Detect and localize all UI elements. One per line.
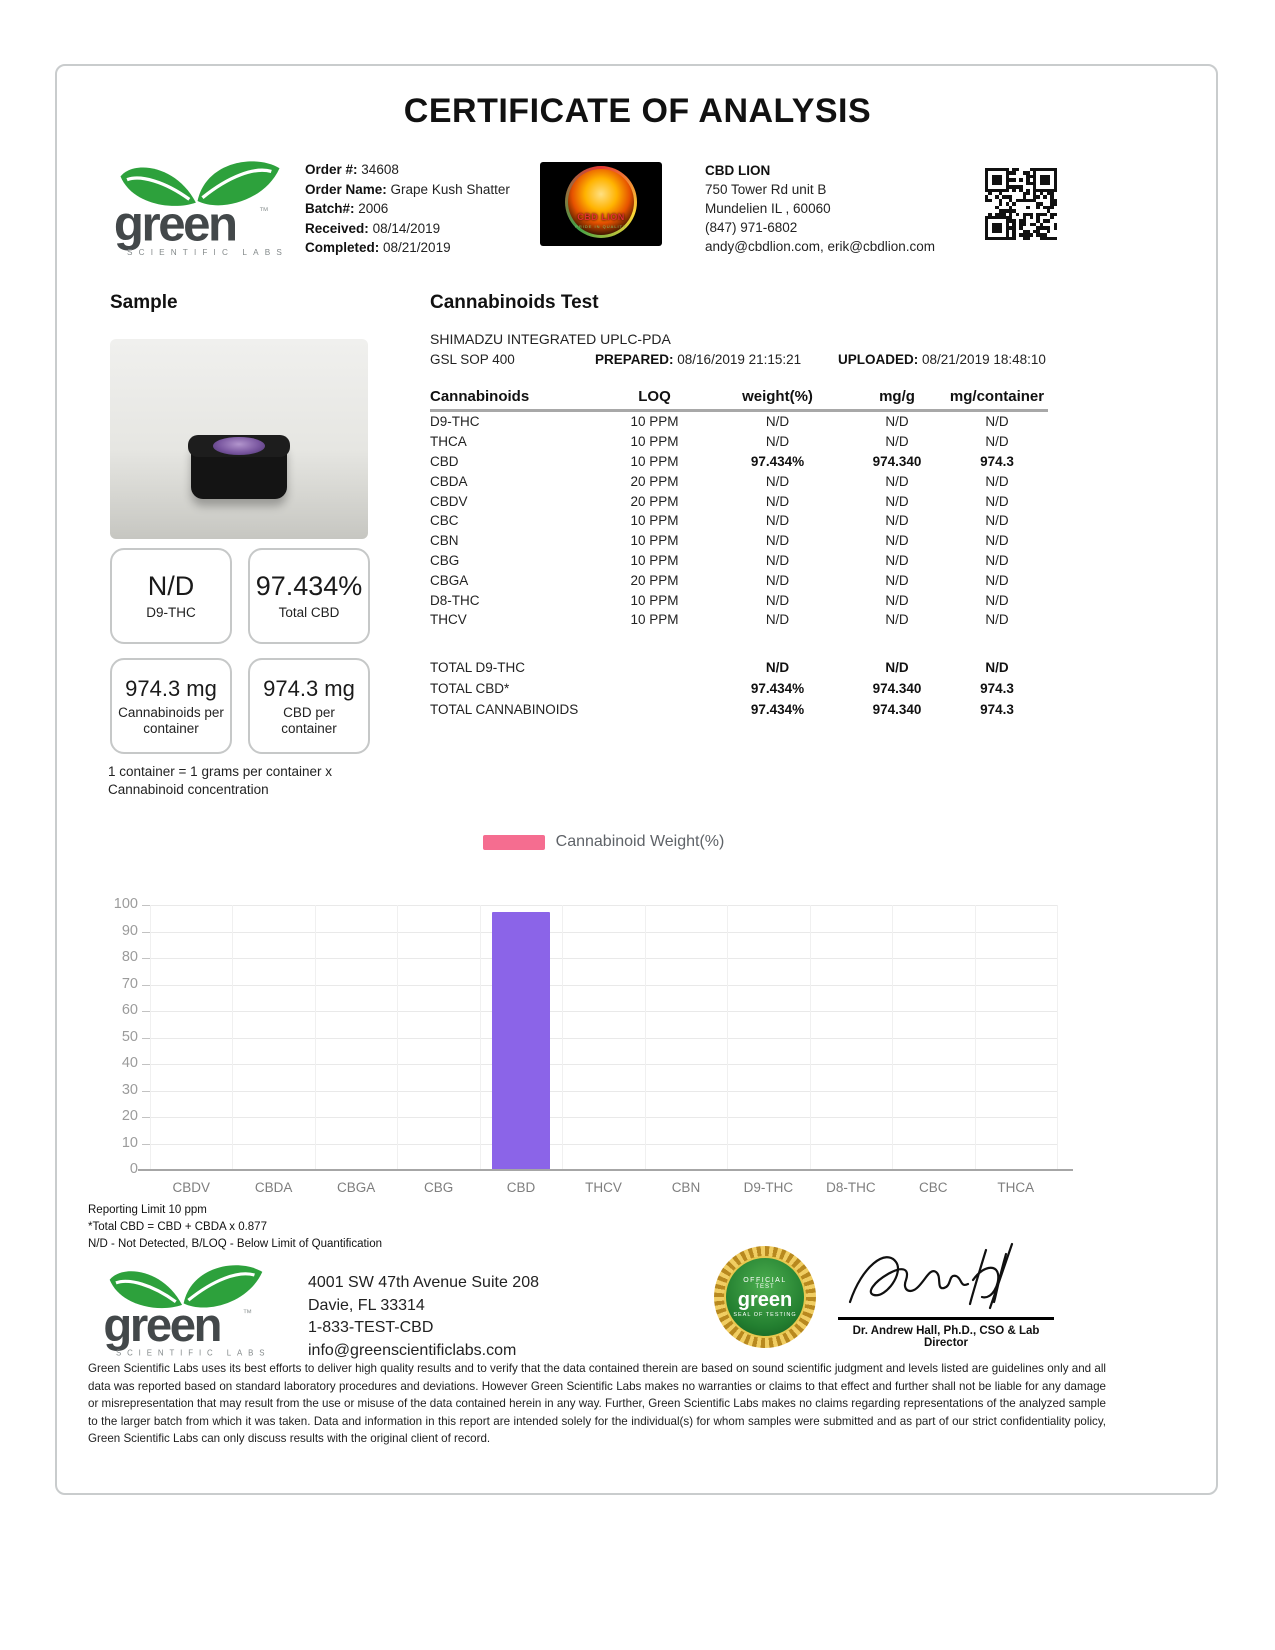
result-card-label: Cannabinoids per container	[118, 704, 224, 736]
cell-loq: 20 PPM	[630, 572, 679, 588]
cell-cannabinoid: TOTAL CBD*	[430, 680, 510, 696]
client-address2: Mundelien IL , 60060	[705, 201, 831, 216]
cell-mgcontainer: N/D	[985, 572, 1009, 588]
table-gap	[430, 630, 1048, 657]
sample-jar-label	[213, 437, 265, 455]
uploaded-timestamp	[838, 352, 1046, 367]
y-axis-tick	[142, 1038, 150, 1039]
table-row	[430, 610, 1048, 630]
cell-mgg: N/D	[885, 493, 909, 509]
sample-photo	[110, 339, 368, 539]
cell-mgcontainer: N/D	[985, 513, 1009, 529]
y-axis-tick	[142, 958, 150, 959]
cell-cannabinoid: CBDA	[430, 473, 468, 489]
cell-mgg: 974.340	[872, 701, 922, 717]
result-card	[248, 658, 370, 754]
table-header-row	[430, 388, 1048, 412]
table-row	[430, 570, 1048, 590]
y-axis-label: 90	[121, 922, 138, 939]
seal-text-bottom: SEAL OF TESTING	[733, 1311, 797, 1318]
chart-gridline-vertical	[480, 905, 481, 1170]
cell-loq: 10 PPM	[630, 592, 679, 608]
lab-address-block	[308, 1272, 539, 1362]
table-row	[430, 491, 1048, 511]
container-note: 1 container = 1 grams per container x Cannabinoid concentration	[108, 764, 332, 797]
x-axis-label: THCV	[585, 1180, 622, 1195]
green-scientific-labs-footer-logo	[96, 1264, 276, 1360]
cell-weight: N/D	[765, 493, 790, 509]
cannabinoids-test-heading: Cannabinoids Test	[430, 292, 599, 313]
chart-gridline	[150, 1117, 1057, 1118]
cell-weight: N/D	[765, 533, 790, 549]
cell-mgcontainer: 974.3	[980, 701, 1014, 717]
cell-cannabinoid: D9-THC	[430, 414, 480, 430]
y-axis-label: 30	[121, 1081, 138, 1098]
result-card	[248, 548, 370, 644]
chart-gridline	[150, 905, 1057, 906]
client-name: CBD LION	[705, 163, 771, 178]
client-address1: 750 Tower Rd unit B	[705, 182, 827, 197]
batch-number	[305, 199, 535, 219]
cell-loq: 10 PPM	[630, 513, 679, 529]
cell-cannabinoid: THCV	[430, 612, 467, 628]
cell-mgg: 974.340	[872, 453, 922, 469]
client-emails: andy@cbdlion.com, erik@cbdlion.com	[705, 239, 936, 254]
y-axis-tick	[142, 1091, 150, 1092]
cell-mgg: N/D	[885, 572, 909, 588]
cell-mgg: N/D	[885, 533, 909, 549]
footnote-line: N/D - Not Detected, B/LOQ - Below Limit of Quantification	[88, 1238, 383, 1250]
footnote-line: Reporting Limit 10 ppm	[88, 1204, 207, 1216]
seal-text-official: OFFICIAL	[743, 1276, 787, 1284]
cell-weight: N/D	[765, 434, 790, 450]
chart-gridline-vertical	[1057, 905, 1058, 1170]
sample-jar-image	[191, 441, 287, 499]
cell-loq: 10 PPM	[630, 612, 679, 628]
bar-chart-plot	[113, 896, 1057, 1177]
cell-cannabinoid: CBGA	[430, 572, 469, 588]
qr-code	[985, 168, 1057, 240]
cell-mgg: N/D	[885, 434, 909, 450]
chart-gridline	[150, 1144, 1057, 1145]
table-total-row	[430, 678, 1048, 699]
column-header-mgcontainer: mg/container	[949, 388, 1045, 405]
order-name-value: Grape Kush Shatter	[390, 181, 510, 197]
green-scientific-labs-logo	[105, 160, 295, 260]
cell-weight: 97.434%	[750, 701, 805, 717]
x-axis-label: CBDA	[254, 1180, 293, 1195]
chart-x-axis-labels	[150, 1180, 1057, 1195]
cell-weight: N/D	[765, 572, 790, 588]
result-card-label: CBD per container	[281, 704, 337, 736]
cell-cannabinoid: D8-THC	[430, 592, 480, 608]
cell-cannabinoid: CBC	[430, 513, 459, 529]
cell-weight: N/D	[765, 592, 790, 608]
chart-gridline-vertical	[645, 905, 646, 1170]
y-axis-tick	[142, 1064, 150, 1065]
page-title: CERTIFICATE OF ANALYSIS	[403, 92, 872, 130]
x-axis-label: CBC	[919, 1180, 948, 1195]
y-axis-tick	[142, 932, 150, 933]
cell-mgg: N/D	[885, 592, 909, 608]
table-row	[430, 452, 1048, 472]
cell-mgcontainer: 974.3	[980, 680, 1014, 696]
brand-name: green	[103, 1299, 221, 1353]
chart-gridline	[150, 985, 1057, 986]
seal-center	[724, 1256, 806, 1338]
cell-weight: N/D	[765, 414, 790, 430]
cell-cannabinoid: CBDV	[430, 493, 468, 509]
address-line: 4001 SW 47th Avenue Suite 208	[308, 1274, 539, 1291]
cell-weight: 97.434%	[750, 680, 805, 696]
footnotes	[88, 1202, 568, 1253]
x-axis-label: D8-THC	[826, 1180, 876, 1195]
column-header-weight: weight(%)	[742, 388, 813, 405]
cell-loq: 20 PPM	[630, 473, 679, 489]
uploaded-value: 08/21/2019 18:48:10	[922, 352, 1046, 367]
trademark-symbol: ™	[242, 1307, 253, 1319]
result-card-label: Total CBD	[278, 605, 340, 620]
y-axis-tick	[142, 1117, 150, 1118]
cell-cannabinoid: CBD	[430, 453, 459, 469]
cell-mgcontainer: N/D	[985, 552, 1009, 568]
qr-module	[1054, 237, 1057, 240]
table-row	[430, 551, 1048, 571]
signature-block	[838, 1238, 1054, 1349]
cell-cannabinoid: THCA	[430, 434, 467, 450]
disclaimer-text: Green Scientific Labs uses its best efforts to deliver high quality results and to verify that the data contained therein are based on sound scientific judgment and levels listed are guidelines only and all data was reported based on standard laboratory procedures and deviations. However Green Scientific Labs makes no warranties or claims to that effect and further shall not be liable for any damage or misrepresentation that may result from the use or misuse of the data contained herein in any way. Further, Green Scientific Labs makes no claims regarding representations of the analyzed sample to the larger batch from which it was taken. Data and information in this report are intended solely for the individual(s) for whom samples were submitted and as part of our strict confidentiality policy, Green Scientific Labs can only discuss results with the original client of record.	[88, 1362, 1106, 1446]
table-total-row	[430, 699, 1048, 720]
received-label: Received:	[305, 220, 369, 236]
table-body	[430, 412, 1048, 720]
cell-loq: 10 PPM	[630, 414, 679, 430]
result-cards	[110, 548, 372, 754]
lion-logo-tagline: PRIDE IN QUALITY	[575, 224, 627, 229]
result-card	[110, 548, 232, 644]
y-axis-label: 40	[121, 1055, 138, 1071]
received-date	[305, 219, 535, 239]
cell-cannabinoid: TOTAL CANNABINOIDS	[430, 701, 579, 717]
cannabinoids-table	[430, 388, 1048, 720]
cell-mgg: N/D	[885, 552, 909, 568]
result-card-value: 97.434%	[255, 571, 363, 601]
cell-loq: 10 PPM	[630, 434, 679, 450]
brand-tagline: SCIENTIFIC LABS	[115, 1348, 271, 1358]
table-row	[430, 531, 1048, 551]
batch-value: 2006	[358, 201, 389, 216]
prepared-value: 08/16/2019 21:15:21	[677, 352, 802, 367]
y-axis-label: 100	[113, 896, 138, 912]
column-header-cannabinoids: Cannabinoids	[430, 388, 530, 405]
cell-cannabinoid: TOTAL D9-THC	[430, 659, 526, 675]
seal-brand: green	[737, 1288, 793, 1311]
chart-gridline-vertical	[562, 905, 563, 1170]
brand-tagline: SCIENTIFIC LABS	[127, 248, 288, 258]
chart-gridline	[150, 932, 1057, 933]
x-axis-label: CBD	[506, 1180, 536, 1195]
table-total-row	[430, 657, 1048, 678]
cell-mgcontainer: N/D	[985, 659, 1009, 675]
x-axis-label: CBN	[671, 1180, 701, 1195]
y-axis-label: 70	[121, 975, 138, 992]
trademark-symbol: ™	[259, 206, 269, 218]
batch-label: Batch#:	[305, 201, 355, 216]
chart-gridline	[150, 1064, 1057, 1065]
column-header-loq: LOQ	[638, 388, 671, 405]
chart-gridline	[150, 1091, 1057, 1092]
table-row	[430, 412, 1048, 432]
cell-cannabinoid: CBN	[430, 533, 459, 549]
signature-scribble	[840, 1238, 1052, 1320]
order-name-label: Order Name:	[305, 181, 387, 197]
completed-label: Completed:	[305, 240, 380, 255]
order-number-value: 34608	[361, 162, 399, 177]
cell-loq: 10 PPM	[630, 552, 679, 568]
cell-weight: N/D	[765, 612, 790, 628]
cell-mgcontainer: N/D	[985, 533, 1009, 549]
prepared-timestamp	[595, 352, 801, 367]
chart-gridline	[150, 958, 1057, 959]
x-axis-label: CBG	[423, 1180, 454, 1195]
cell-cannabinoid: CBG	[430, 552, 460, 568]
seal-text-test: TEST	[755, 1283, 775, 1290]
y-axis-tick	[142, 905, 150, 906]
cell-weight: N/D	[765, 659, 790, 675]
received-value: 08/14/2019	[372, 220, 441, 236]
prepared-label: PREPARED:	[595, 352, 674, 367]
cell-weight: 97.434%	[750, 453, 805, 469]
cell-loq: 10 PPM	[630, 453, 679, 469]
chart-gridline	[150, 1038, 1057, 1039]
lion-logo-text: CBD LION	[577, 212, 625, 222]
cbd-lion-logo	[540, 162, 662, 246]
y-axis-tick	[142, 1144, 150, 1145]
cell-loq: 20 PPM	[630, 493, 679, 509]
chart-gridline-vertical	[892, 905, 893, 1170]
x-axis-label: D9-THC	[743, 1180, 794, 1195]
x-axis-label: CBDV	[172, 1180, 210, 1195]
chart-gridline	[150, 1011, 1057, 1012]
y-axis-label: 80	[121, 949, 138, 965]
cell-mgcontainer: N/D	[985, 473, 1009, 489]
cell-mgg: N/D	[885, 414, 909, 430]
address-line: 1-833-TEST-CBD	[308, 1319, 434, 1336]
address-line: Davie, FL 33314	[308, 1296, 425, 1314]
column-header-mgg: mg/g	[879, 388, 915, 405]
cell-mgg: N/D	[885, 612, 909, 628]
result-card-value: N/D	[147, 571, 195, 601]
cell-mgcontainer: 974.3	[980, 453, 1014, 469]
signatory-name: Dr. Andrew Hall, Ph.D., CSO & Lab Director	[852, 1325, 1040, 1349]
cell-mgcontainer: N/D	[985, 414, 1009, 430]
cell-mgg: N/D	[885, 473, 909, 489]
cell-weight: N/D	[765, 552, 790, 568]
table-row	[430, 432, 1048, 452]
chart-legend	[150, 833, 1057, 851]
cell-mgg: N/D	[885, 659, 909, 675]
y-axis-label: 50	[121, 1028, 138, 1045]
y-axis-tick	[142, 985, 150, 986]
client-info	[705, 161, 980, 256]
chart-gridline-vertical	[727, 905, 728, 1170]
official-test-seal	[714, 1246, 816, 1348]
y-axis-label: 60	[121, 1002, 138, 1018]
cell-mgcontainer: N/D	[985, 434, 1009, 450]
y-axis-label: 20	[121, 1108, 138, 1124]
client-phone: (847) 971-6802	[705, 220, 798, 235]
table-row	[430, 590, 1048, 610]
cell-weight: N/D	[765, 473, 790, 489]
order-name	[305, 180, 535, 200]
chart-gridline-vertical	[397, 905, 398, 1170]
result-card-value: 974.3 mg	[263, 675, 355, 701]
chart-gridline-vertical	[975, 905, 976, 1170]
cell-loq: 10 PPM	[630, 533, 679, 549]
sample-section-heading: Sample	[110, 292, 178, 313]
result-card-label: D9-THC	[146, 605, 196, 620]
chart-gridline-vertical	[810, 905, 811, 1170]
chart-gridline-vertical	[150, 905, 151, 1170]
result-card	[110, 658, 232, 754]
cell-mgg: 974.340	[872, 680, 922, 696]
order-number	[305, 160, 535, 180]
table-row	[430, 511, 1048, 531]
cell-mgcontainer: N/D	[985, 493, 1009, 509]
footnote-line: *Total CBD = CBD + CBDA x 0.877	[88, 1221, 267, 1233]
x-axis-label: CBGA	[337, 1180, 376, 1195]
table-row	[430, 471, 1048, 491]
chart-gridline-vertical	[315, 905, 316, 1170]
cell-weight: N/D	[765, 513, 790, 529]
y-axis-tick	[142, 1011, 150, 1012]
instrument-name: SHIMADZU INTEGRATED UPLC-PDA	[430, 331, 671, 347]
chart-x-axis-line	[138, 1169, 1073, 1171]
legend-label: Cannabinoid Weight(%)	[555, 833, 725, 850]
chart-gridline-vertical	[232, 905, 233, 1170]
completed-date	[305, 238, 535, 258]
order-info	[305, 160, 535, 258]
order-number-label: Order #:	[305, 162, 358, 177]
address-line: info@greenscientificlabs.com	[308, 1341, 517, 1359]
brand-name: green	[113, 196, 236, 252]
sop-number: GSL SOP 400	[430, 352, 515, 367]
cell-mgcontainer: N/D	[985, 612, 1009, 628]
y-axis-label: 0	[129, 1161, 138, 1177]
uploaded-label: UPLOADED:	[838, 352, 919, 367]
cell-mgcontainer: N/D	[985, 592, 1009, 608]
y-axis-label: 10	[121, 1134, 138, 1151]
result-card-value: 974.3 mg	[125, 675, 217, 701]
cell-mgg: N/D	[885, 513, 909, 529]
legend-swatch	[483, 835, 545, 850]
chart-bar	[492, 912, 550, 1170]
x-axis-label: THCA	[997, 1180, 1035, 1195]
completed-value: 08/21/2019	[383, 240, 451, 255]
